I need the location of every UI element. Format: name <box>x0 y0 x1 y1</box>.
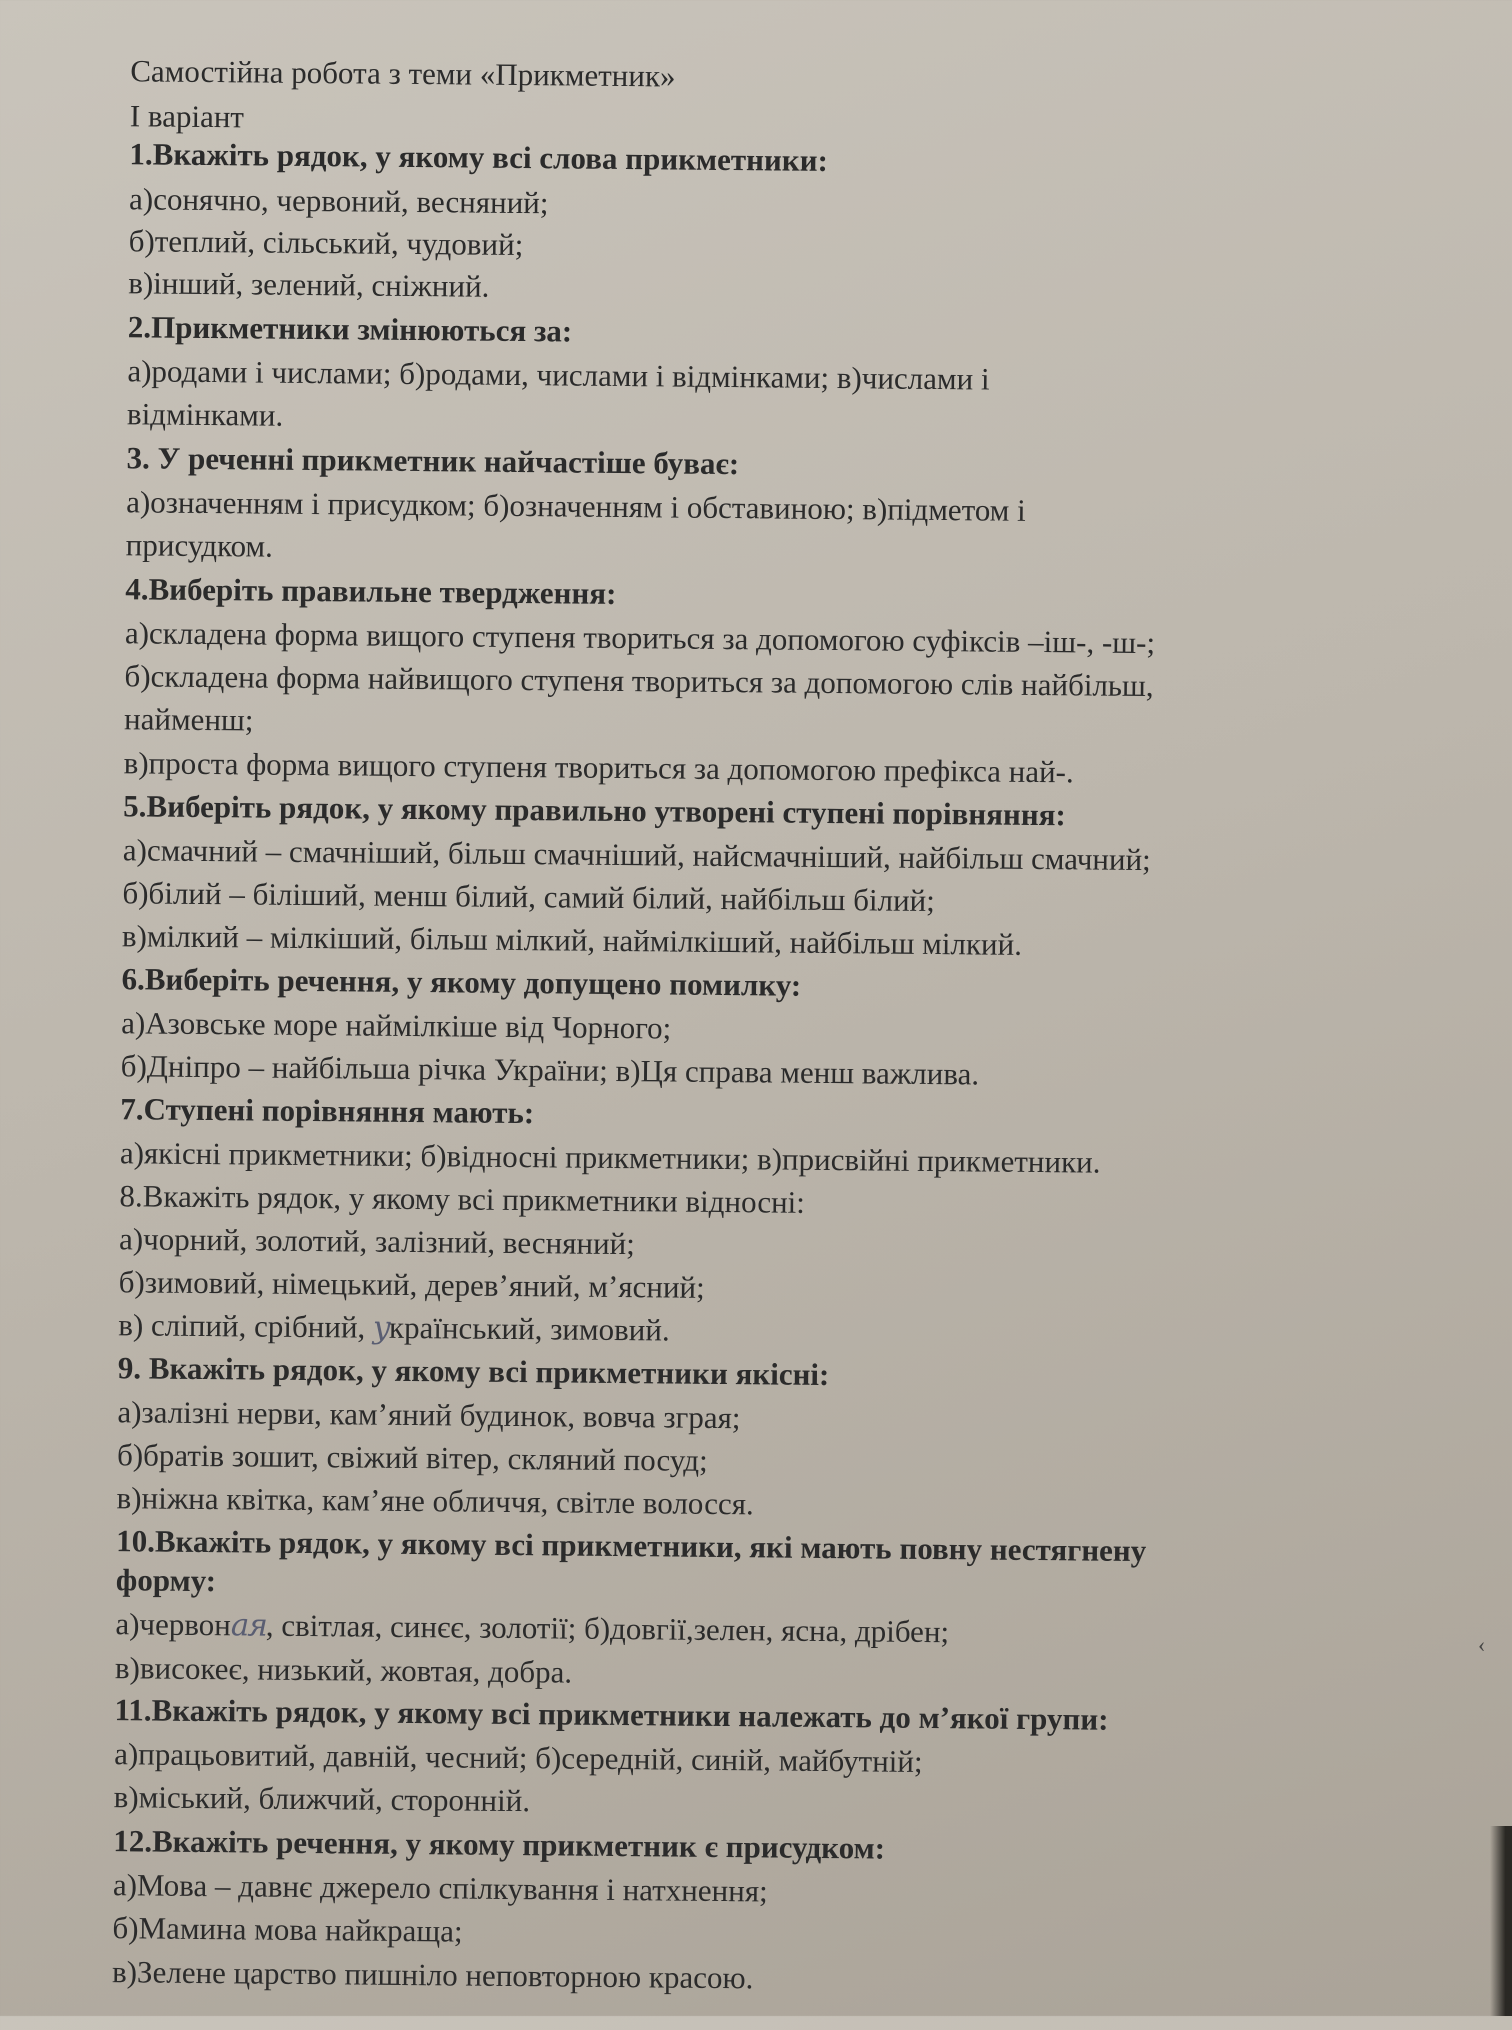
answer-12c: в)Зелене царство пишніло неповторною красою. <box>111 1954 754 1996</box>
question-8: 8.Вкажіть рядок, у якому всі прикметники відносні: <box>119 1178 806 1220</box>
answer-8c <box>118 1305 670 1350</box>
answer-11c: в)міський, ближчий, сторонній. <box>113 1779 531 1819</box>
answer-12b: б)Мамина мова найкраща; <box>112 1910 463 1949</box>
question-9: 9. Вкажіть рядок, у якому всі прикметники якісні: <box>117 1350 830 1393</box>
answer-5b: б)білий – біліший, менш білий, самий білий, найбільш білий; <box>122 875 936 919</box>
answer-12a: а)Мова – давнє джерело спілкування і натхнення; <box>112 1867 768 1909</box>
question-2: 2.Прикметники змінюються за: <box>127 309 573 349</box>
question-4: 4.Виберіть правильне твердження: <box>125 571 617 611</box>
answer-4b-cont: найменш; <box>123 701 254 738</box>
answer-9a: а)залізні нерви, кам’яний будинок, вовча зграя; <box>117 1394 741 1436</box>
answer-8a: а)чорний, золотий, залізний, весняний; <box>118 1221 636 1262</box>
answer-10a-after: , світлая, синєє, золотії; б)довгії,зелен, ясна, дрібен; <box>265 1607 950 1650</box>
answer-2-line1: а)родами і числами; б)родами, числами і відмінками; в)числами і <box>127 353 990 397</box>
answer-6a: а)Азовське море наймілкіше від Чорного; <box>121 1005 672 1046</box>
answer-1c: в)інший, зелений, сніжний. <box>128 265 490 304</box>
question-3: 3. У реченні прикметник найчастіше буває: <box>126 440 740 482</box>
question-11: 11.Вкажіть рядок, у якому всі прикметники належать до м’якої групи: <box>114 1692 1109 1737</box>
answer-1b: б)теплий, сільський, чудовий; <box>128 223 524 263</box>
answer-5c: в)мілкий – мілкіший, більш мілкий, наймілкіший, найбільш мілкий. <box>121 918 1023 962</box>
answer-4c: в)проста форма вищого ступеня твориться за допомогою префікса най-. <box>123 745 1074 790</box>
page-edge-shadow <box>1490 1826 1512 2016</box>
answer-8c-after: країнський, зимовий. <box>388 1309 670 1348</box>
answer-6bc: б)Дніпро – найбільша річка України; в)Ця справа менш важлива. <box>120 1048 980 1092</box>
answer-2-line2: відмінками. <box>126 396 284 433</box>
worksheet-title: Самостійна робота з теми «Прикметник» <box>130 53 676 94</box>
answer-3-line2: присудком. <box>125 527 274 564</box>
answer-3-line1: а)означенням і присудком; б)означенням і обставиною; в)підметом і <box>126 484 1026 528</box>
answer-4b: б)складена форма найвищого ступеня твориться за допомогою слів найбільш, <box>124 658 1154 704</box>
answer-8b: б)зимовий, німецький, дерев’яний, м’ясний; <box>118 1264 705 1305</box>
question-12: 12.Вкажіть речення, у якому прикметник є присудком: <box>113 1823 886 1866</box>
answer-8c-before: в) сліпий, срібний, <box>118 1307 374 1345</box>
answer-7: а)якісні прикметники; б)відносні прикметники; в)присвійні прикметники. <box>119 1135 1101 1180</box>
answer-10a-before: а)червон <box>115 1606 232 1643</box>
variant-label: І варіант <box>129 98 245 135</box>
handwritten-ending: ая <box>230 1607 267 1644</box>
question-7: 7.Ступені порівняння мають: <box>120 1091 535 1131</box>
question-10: 10.Вкажіть рядок, у якому всі прикметники, які мають повну нестягнену <box>116 1523 1147 1569</box>
answer-1a: а)сонячно, червоний, весняний; <box>128 181 549 221</box>
answer-10ab <box>115 1604 949 1652</box>
question-1: 1.Вкажіть рядок, у якому всі слова прикметники: <box>129 136 829 178</box>
handwritten-correction: у <box>372 1309 390 1346</box>
answer-5a: а)смачний – смачніший, більш смачніший, найсмачніший, найбільш смачний; <box>122 832 1151 878</box>
question-5: 5.Виберіть рядок, у якому правильно утворені ступені порівняння: <box>123 788 1066 833</box>
answer-9b: б)братів зошит, свіжий вітер, скляний посуд; <box>116 1437 708 1478</box>
question-6: 6.Виберіть речення, у якому допущено помилку: <box>121 961 802 1003</box>
answer-10c: в)високеє, низький, жовтая, добра. <box>114 1650 573 1690</box>
question-10-cont: форму: <box>115 1562 217 1599</box>
answer-9c: в)ніжна квітка, кам’яне обличчя, світле волосся. <box>116 1480 754 1522</box>
answer-4a: а)складена форма вищого ступеня твориться за допомогою суфіксів –іш-, -ш-; <box>124 615 1156 661</box>
margin-mark: ‹ <box>1478 1632 1486 1657</box>
answer-11ab: а)працьовитий, давній, чесний; б)середній, синій, майбутній; <box>114 1736 923 1779</box>
